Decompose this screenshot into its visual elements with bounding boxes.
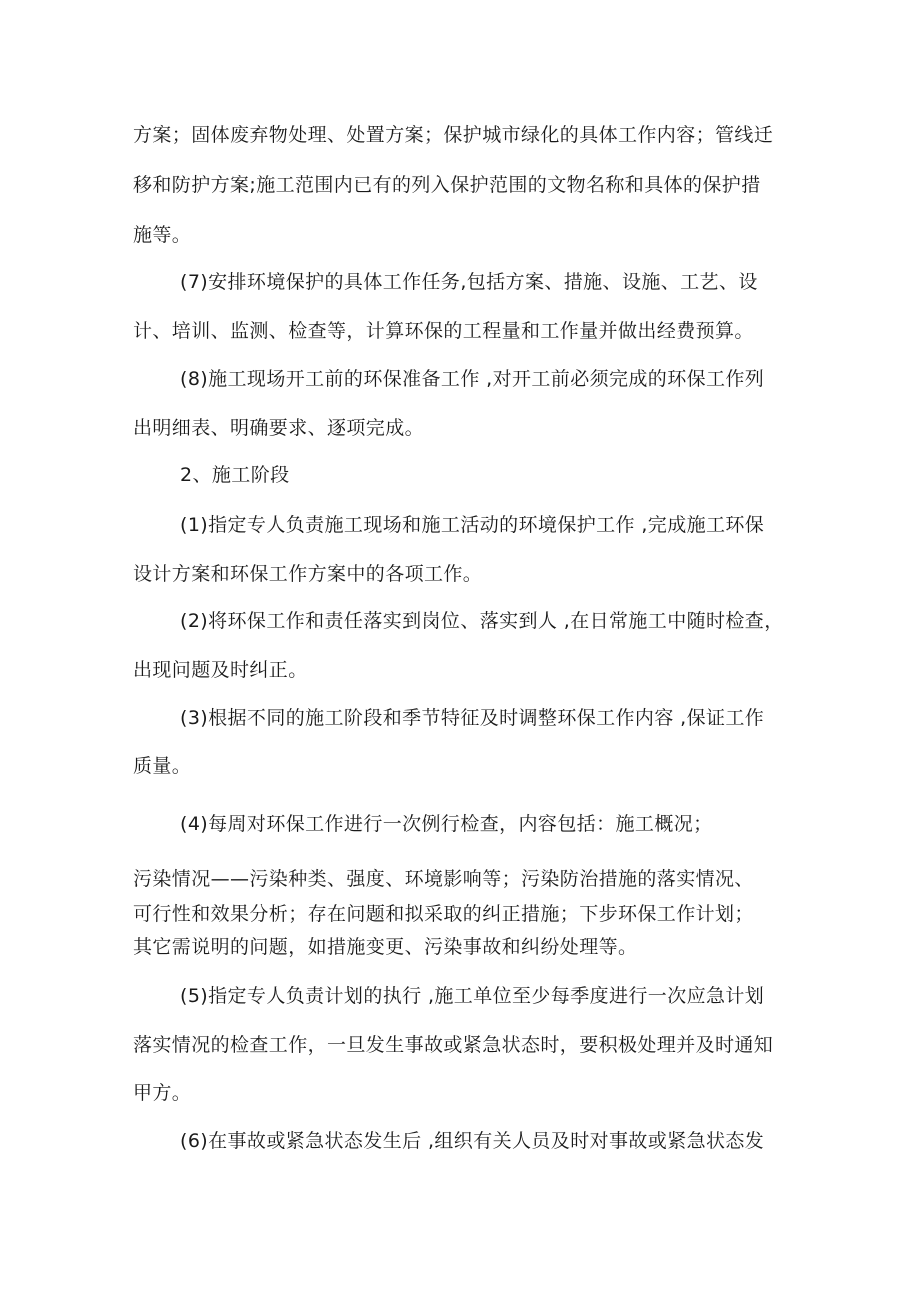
text-line: 甲方。 <box>133 1082 192 1104</box>
text-line: 出现问题及时纠正。 <box>133 659 308 681</box>
text-line: (8)施工现场开工前的环保准备工作 ,对开工前必须完成的环保工作列 <box>180 368 765 390</box>
text-line: 落实情况的检查工作，一旦发生事故或紧急状态时，要积极处理并及时通知 <box>133 1034 774 1056</box>
text-line: (3)根据不同的施工阶段和季节特征及时调整环保工作内容 ,保证工作 <box>180 707 765 729</box>
text-line: 施等。 <box>133 224 192 246</box>
text-line: (5)指定专人负责计划的执行 ,施工单位至少每季度进行一次应急计划 <box>180 985 765 1007</box>
section-heading: 2、施工阶段 <box>180 464 290 486</box>
text-line: (4)每周对环保工作进行一次例行检查，内容包括：施工概况； <box>180 813 713 835</box>
text-line: 其它需说明的问题，如措施变更、污染事故和纠纷处理等。 <box>133 936 638 958</box>
text-line: 设计方案和环保工作方案中的各项工作。 <box>133 563 483 585</box>
text-line: 可行性和效果分析；存在问题和拟采取的纠正措施；下步环保工作计划； <box>133 903 754 925</box>
text-line: 质量。 <box>133 755 192 777</box>
text-line: 污染情况——污染种类、强度、环境影响等；污染防治措施的落实情况、 <box>133 868 754 890</box>
text-line: (2)将环保工作和责任落实到岗位、落实到人 ,在日常施工中随时检查， <box>180 610 784 632</box>
text-line: 出明细表、明确要求、逐项完成。 <box>133 417 425 439</box>
text-line: (7)安排环境保护的具体工作任务,包括方案、措施、设施、工艺、设 <box>180 271 758 293</box>
text-line: 计、培训、监测、检查等，计算环保的工程量和工作量并做出经费预算。 <box>133 320 754 342</box>
text-line: (1)指定专人负责施工现场和施工活动的环境保护工作 ,完成施工环保 <box>180 514 765 536</box>
text-line: (6)在事故或紧急状态发生后 ,组织有关人员及时对事故或紧急状态发 <box>180 1130 765 1152</box>
text-line: 方案；固体废弃物处理、处置方案；保护城市绿化的具体工作内容；管线迁 <box>133 124 774 146</box>
text-line: 移和防护方案;施工范围内已有的列入保护范围的文物名称和具体的保护措 <box>133 174 761 196</box>
